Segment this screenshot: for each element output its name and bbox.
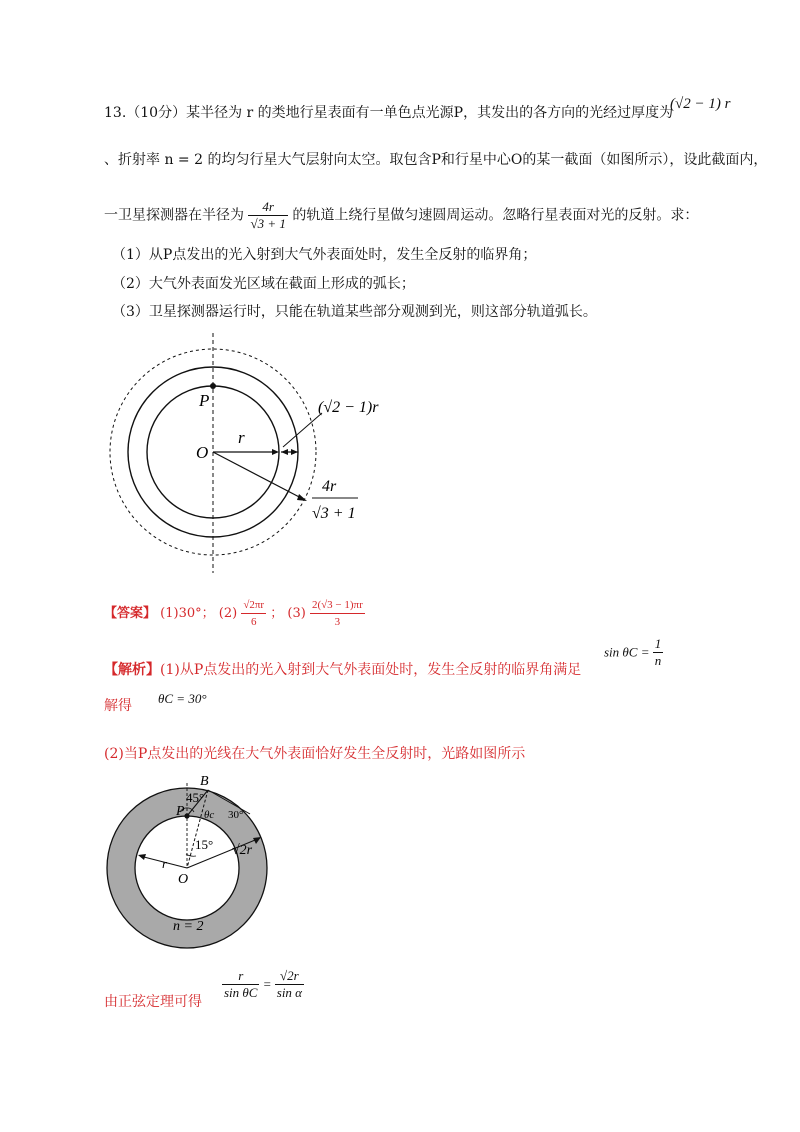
- answer-1: (1)30°；: [160, 606, 215, 621]
- critical-angle-formula: [604, 636, 663, 669]
- sin-den: n: [654, 653, 662, 668]
- fig2-label-r: r: [162, 856, 168, 871]
- answer-3-prefix: (3): [287, 606, 306, 621]
- solve-label: 解得: [104, 698, 132, 714]
- fig1-label-O: O: [196, 443, 209, 462]
- orbit-radius-line: [213, 452, 305, 500]
- radius-arrow-icon: [272, 449, 279, 455]
- equals-sign: =: [262, 976, 272, 992]
- fig1-orbit-num: 4r: [322, 478, 337, 495]
- sine-rule-equation: [222, 968, 304, 1001]
- fig1-orbit-den: √3 + 1: [312, 505, 356, 522]
- answer-line: [104, 597, 365, 630]
- fig2-label-30: 30°: [228, 809, 244, 821]
- thickness-arrow-left-icon: [281, 449, 288, 455]
- thickness-expression: (√2 − 1) r: [670, 96, 731, 112]
- sin-fraction: [653, 636, 664, 669]
- sub-question-1: （1）从P点发出的光入射到大气外表面处时，发生全反射的临界角；: [112, 247, 537, 263]
- answer-tag: 【答案】: [104, 606, 157, 621]
- fig2-label-15: 15°: [195, 837, 214, 852]
- sine-right-num: √2r: [275, 968, 304, 985]
- fig1-label-thickness: (√2 − 1)r: [318, 399, 379, 416]
- question-line-3: [104, 199, 698, 232]
- orbit-frac-den: √3 + 1: [250, 216, 286, 231]
- fig1-label-P: P: [199, 391, 210, 410]
- sin-lhs: sin θC =: [604, 644, 650, 660]
- point-P: [210, 383, 216, 389]
- analysis-tag: 【解析】: [104, 662, 160, 678]
- answer-2-num: √2πr: [241, 597, 266, 614]
- fig2-label-n: n = 2: [173, 919, 204, 934]
- sin-num: 1: [654, 636, 662, 651]
- sine-left-den: sin θC: [224, 985, 258, 1000]
- analysis-text-1: (1)从P点发出的光入射到大气外表面处时，发生全反射的临界角满足: [160, 662, 582, 678]
- sine-right-den: sin α: [276, 985, 303, 1000]
- answer-3-den: 3: [334, 616, 341, 628]
- question-text-1: 13.（10分）某半径为 r 的类地行星表面有一单色点光源P，其发出的各方向的光经过厚度为: [104, 105, 674, 121]
- answer-2-den: 6: [250, 616, 257, 628]
- thickness-arrow-right-icon: [291, 449, 298, 455]
- question-text-3b: 的轨道上绕行星做匀速圆周运动。忽略行星表面对光的反射。求：: [292, 207, 699, 224]
- orbit-radius-fraction: [248, 199, 287, 232]
- question-line-2: 、折射率 n = 2 的均匀行星大气层射向太空。取包含P和行星中心O的某一截面（如图所示），设此截面内，: [104, 152, 768, 168]
- answer-2-prefix: (2): [218, 606, 238, 621]
- orbit-radius-arrow-icon: [297, 494, 307, 501]
- solve-value: θC = 30°: [158, 691, 207, 706]
- sub-question-2: （2）大气外表面发光区域在截面上形成的弧长；: [112, 276, 415, 292]
- fig2-label-45: 45°: [186, 790, 205, 805]
- thickness-leader: [283, 413, 322, 447]
- fig1-label-r: r: [238, 428, 245, 447]
- question-line-1: [104, 103, 673, 123]
- sine-left-num: r: [222, 968, 259, 985]
- question-text-3a: 一卫星探测器在半径为: [104, 207, 244, 224]
- orbit-frac-num: 4r: [248, 199, 287, 216]
- fig2-label-theta: θc: [204, 809, 215, 821]
- fig2-label-sqrt2r: √2r: [232, 843, 253, 858]
- analysis-line-2: (2)当P点发出的光线在大气外表面恰好发生全反射时，光路如图所示: [104, 746, 526, 762]
- fig2-point-P: [184, 813, 189, 818]
- sine-rule-right: [275, 968, 304, 1001]
- answer-3-num: 2(√3 − 1)πr: [310, 597, 365, 614]
- answer-3-fraction: [310, 597, 365, 630]
- sine-rule-left: [222, 968, 259, 1001]
- figure-planet-orbit: [100, 325, 400, 575]
- answer-2-fraction: [241, 597, 266, 630]
- fig2-label-O: O: [178, 872, 189, 887]
- sub-question-3: （3）卫星探测器运行时，只能在轨道某些部分观测到光，则这部分轨道弧长。: [112, 304, 597, 320]
- sine-rule-label: 由正弦定理可得: [104, 994, 202, 1010]
- fig2-label-B: B: [200, 774, 209, 789]
- fig2-label-P: P: [176, 804, 185, 819]
- figure-light-path: [100, 768, 280, 968]
- analysis-line-1: [104, 660, 581, 680]
- answer-2-suffix: ；: [270, 606, 284, 621]
